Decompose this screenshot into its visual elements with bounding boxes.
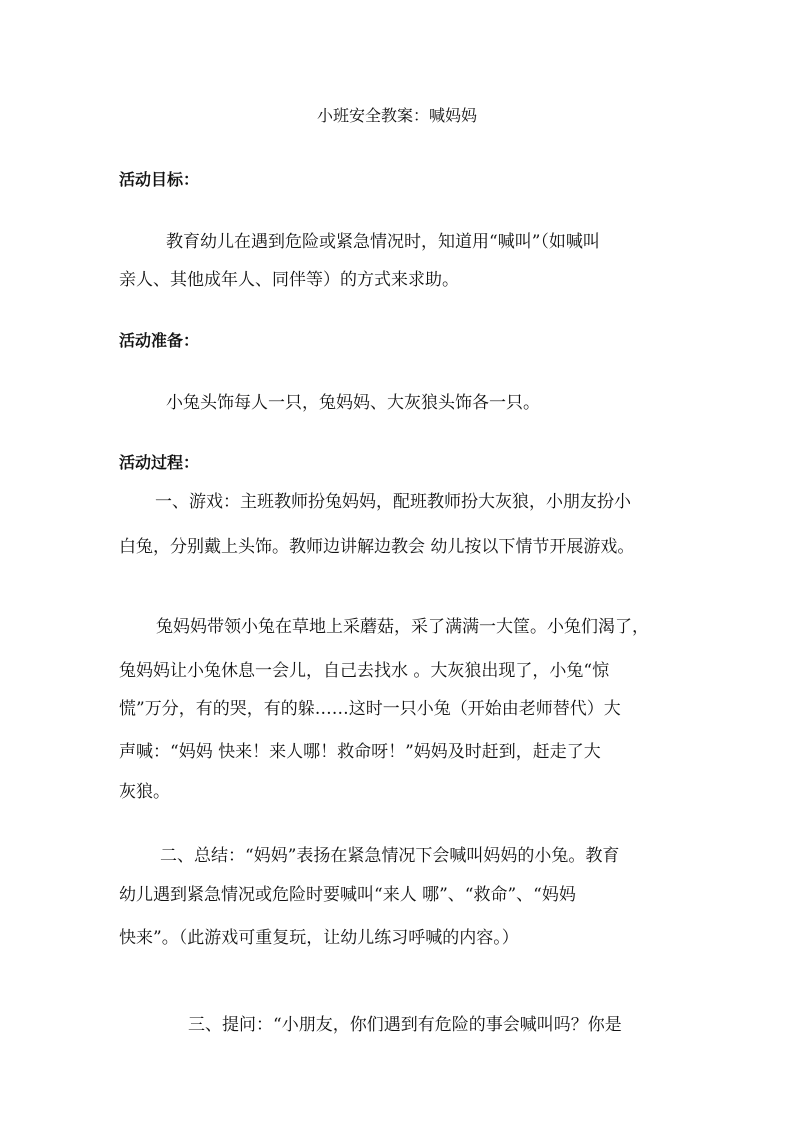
section-heading-process: 活动过程： bbox=[119, 453, 200, 472]
process-p2-line-4: 声喊：“妈妈 快来！来人哪！救命呀！”妈妈及时赶到，赶走了大 bbox=[119, 742, 601, 762]
process-p4-line-1: 三、提问：“小朋友，你们遇到有危险的事会喊叫吗？你是 bbox=[188, 1015, 622, 1035]
section-heading-prep: 活动准备： bbox=[119, 331, 200, 350]
process-p3-line-1: 二、总结：“妈妈”表扬在紧急情况下会喊叫妈妈的小兔。教育 bbox=[160, 846, 620, 866]
section-heading-goal: 活动目标： bbox=[119, 170, 200, 189]
process-p1-line-1: 一、游戏：主班教师扮兔妈妈，配班教师扮大灰狼，小朋友扮小 bbox=[155, 492, 631, 512]
process-p2-line-1: 兔妈妈带领小兔在草地上采蘑菇，采了满满一大筐。小兔们渴了， bbox=[156, 617, 649, 637]
process-p2-line-3: 慌”万分，有的哭，有的躲……这时一只小兔（开始由老师替代）大 bbox=[119, 699, 621, 719]
goal-line-1: 教育幼儿在遇到危险或紧急情况时，知道用“喊叫”（如喊叫 bbox=[166, 232, 600, 252]
process-p2-line-5: 灰狼。 bbox=[119, 782, 170, 802]
goal-line-2: 亲人、其他成年人、同伴等）的方式来求助。 bbox=[119, 270, 459, 290]
process-p2-line-2: 兔妈妈让小兔休息一会儿，自己去找水 。大灰狼出现了，小兔“惊 bbox=[119, 661, 610, 681]
process-p3-line-2: 幼儿遇到紧急情况或危险时要喊叫“来人 哪”、“救命”、“妈妈 bbox=[119, 885, 576, 905]
document-title: 小班安全教案：喊妈妈 bbox=[316, 106, 477, 125]
process-p3-line-3: 快来”。（此游戏可重复玩，让幼儿练习呼喊的内容。） bbox=[119, 928, 519, 948]
prep-line-1: 小兔头饰每人一只，兔妈妈、大灰狼头饰各一只。 bbox=[166, 393, 540, 413]
process-p1-line-2: 白兔，分别戴上头饰。教师边讲解边教会 幼儿按以下情节开展游戏。 bbox=[119, 537, 635, 557]
